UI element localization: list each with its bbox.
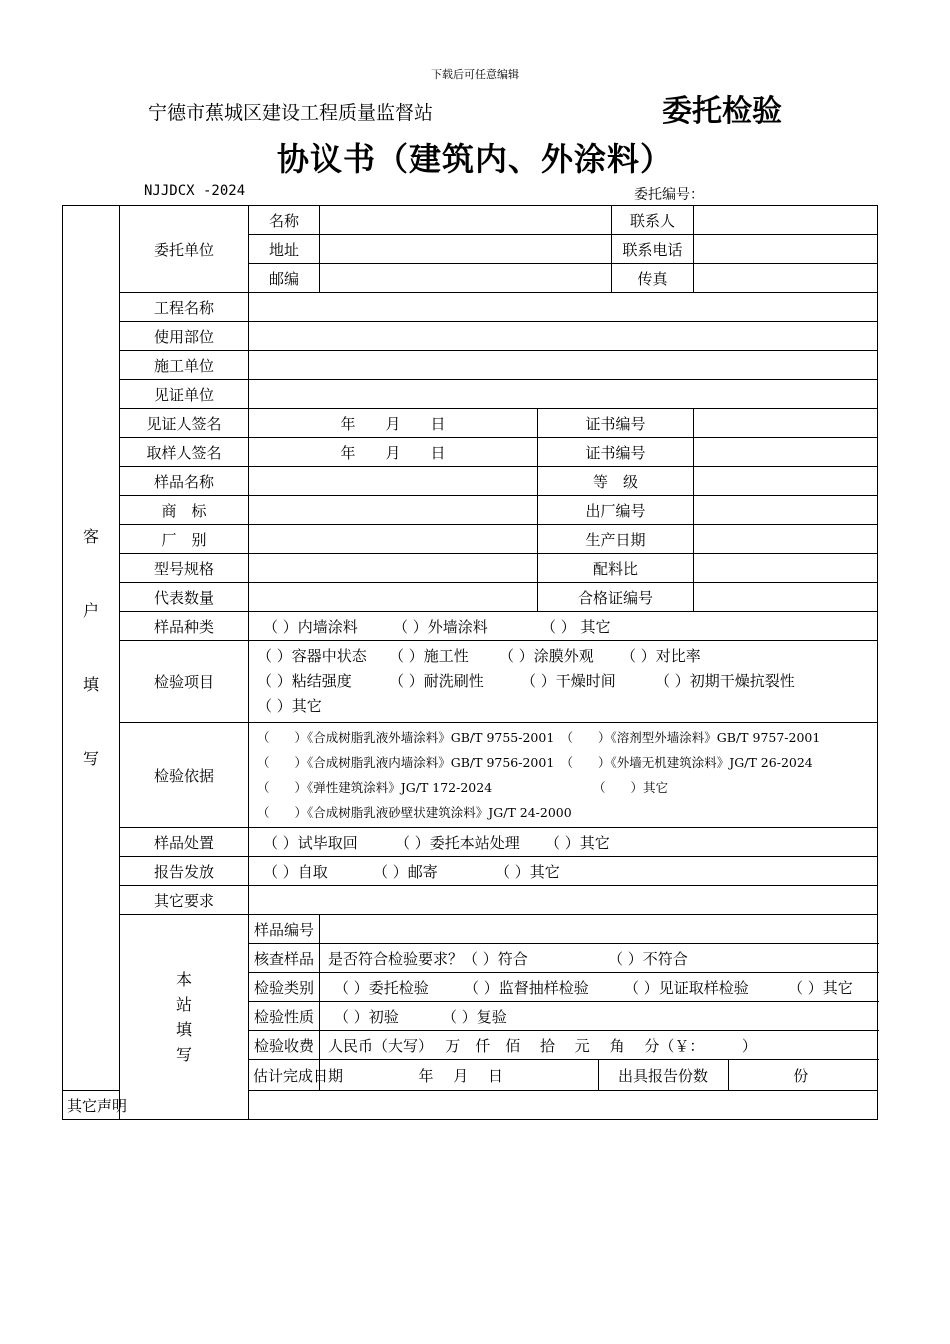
contact-field[interactable]	[694, 206, 878, 235]
checkbox-workability[interactable]: （ ）施工性	[389, 647, 469, 665]
client-char: 客	[82, 527, 99, 546]
checkbox-retest[interactable]: （ ）复验	[442, 1007, 507, 1026]
phone-label: 联系电话	[612, 235, 694, 264]
report-options	[249, 857, 878, 886]
station-char: 站	[175, 995, 192, 1014]
mix-ratio-field[interactable]	[694, 554, 878, 583]
sample-name-field[interactable]	[249, 467, 538, 496]
quantity-label: 代表数量	[120, 583, 249, 612]
disposal-options	[249, 828, 878, 857]
checkbox-supervision-test[interactable]: （ ）监督抽样检验	[464, 978, 589, 997]
checkbox-conform[interactable]: 是否符合检验要求？（ ）符合	[328, 949, 528, 968]
basis-line-4[interactable]: （ ）《合成树脂乳液砂壁状建筑涂料》JG/T 24-2000	[257, 805, 572, 820]
report-label: 报告发放	[120, 857, 249, 886]
checkbox-station-handle[interactable]: （ ）委托本站处理	[395, 833, 520, 852]
category-label: 检验类别	[249, 973, 320, 1002]
checkbox-scrub-resistance[interactable]: （ ）耐洗刷性	[389, 672, 484, 690]
page-title: 协议书（建筑内、外涂料）	[276, 140, 673, 178]
organization-name: 宁德市蕉城区建设工程质量监督站	[148, 102, 434, 124]
entrust-number-label: 委托编号：	[634, 187, 704, 203]
grade-label: 等 级	[538, 467, 694, 496]
fax-label: 传真	[612, 264, 694, 293]
manufacturer-label: 厂 别	[120, 525, 249, 554]
checkbox-other-disposal[interactable]: （ ）其它	[545, 833, 610, 852]
sample-type-options	[249, 612, 878, 641]
station-section-label	[120, 915, 249, 1120]
client-char: 写	[82, 749, 99, 768]
nature-label: 检验性质	[249, 1002, 320, 1031]
checkbox-take-back[interactable]: （ ）试毕取回	[263, 833, 358, 852]
form-code: NJJDCX -2024	[144, 183, 246, 199]
manufacturer-field[interactable]	[249, 525, 538, 554]
contact-label: 联系人	[612, 206, 694, 235]
grade-field[interactable]	[694, 467, 878, 496]
checkbox-drying-time[interactable]: （ ）干燥时间	[521, 672, 616, 690]
postcode-label: 邮编	[249, 264, 320, 293]
disposal-label: 样品处置	[120, 828, 249, 857]
checkbox-other-report[interactable]: （ ）其它	[495, 862, 560, 881]
finish-date-label: 估计完成日期	[249, 1060, 320, 1091]
fee-label: 检验收费	[249, 1031, 320, 1060]
finish-date-field[interactable]: 年 月 日	[324, 1060, 598, 1090]
checkbox-contrast-ratio[interactable]: （ ）对比率	[621, 647, 701, 665]
qualify-no-field[interactable]	[694, 583, 878, 612]
client-char: 填	[82, 675, 99, 694]
checkbox-interior[interactable]: （ ）内墙涂料	[263, 617, 358, 636]
sampler-sign-label: 取样人签名	[120, 438, 249, 467]
use-part-field[interactable]	[249, 322, 878, 351]
checkbox-film-appearance[interactable]: （ ）涂膜外观	[499, 647, 594, 665]
production-date-field[interactable]	[694, 525, 878, 554]
sample-no-label: 样品编号	[249, 915, 320, 944]
nature-options	[320, 1002, 878, 1031]
construction-unit-field[interactable]	[249, 351, 878, 380]
basis-line-3b[interactable]: （ ）其它	[593, 780, 669, 795]
production-date-label: 生产日期	[538, 525, 694, 554]
category-options	[320, 973, 878, 1002]
qualify-no-label: 合格证编号	[538, 583, 694, 612]
witness-unit-label: 见证单位	[120, 380, 249, 409]
postcode-field[interactable]	[320, 264, 612, 293]
witness-sign-date[interactable]: 年 月 日	[249, 409, 538, 438]
checkbox-entrust-test[interactable]: （ ）委托检验	[334, 978, 429, 997]
name-label: 名称	[249, 206, 320, 235]
checkbox-self-pick[interactable]: （ ）自取	[263, 862, 328, 881]
other-requirements-field[interactable]	[249, 886, 878, 915]
project-name-field[interactable]	[249, 293, 878, 322]
witness-cert-label: 证书编号	[538, 409, 694, 438]
checkbox-exterior[interactable]: （ ）外墙涂料	[393, 617, 488, 636]
station-char: 填	[175, 1020, 192, 1039]
report-copies-field[interactable]: 份	[793, 1066, 809, 1085]
checkbox-other-category[interactable]: （ ）其它	[788, 978, 853, 997]
client-section-label	[63, 206, 120, 1091]
other-statement-label: 其它声明	[63, 1091, 120, 1120]
checkbox-mail[interactable]: （ ）邮寄	[373, 862, 438, 881]
checkbox-nonconform[interactable]: （ ）不符合	[608, 949, 688, 968]
top-note: 下载后可任意编辑	[431, 68, 519, 81]
witness-cert-field[interactable]	[694, 409, 878, 438]
quantity-field[interactable]	[249, 583, 538, 612]
sampler-cert-label: 证书编号	[538, 438, 694, 467]
model-label: 型号规格	[120, 554, 249, 583]
client-char: 户	[82, 601, 99, 620]
factory-no-label: 出厂编号	[538, 496, 694, 525]
check-sample-options	[320, 944, 878, 973]
brand-label: 商 标	[120, 496, 249, 525]
basis-line-3a[interactable]: （ ）《弹性建筑涂料》JG/T 172-2024	[257, 780, 493, 795]
checkbox-early-crack[interactable]: （ ）初期干燥抗裂性	[655, 672, 795, 690]
sampler-sign-date[interactable]: 年 月 日	[249, 438, 538, 467]
entrust-form-table	[62, 205, 878, 1120]
station-char: 写	[175, 1045, 192, 1064]
use-part-label: 使用部位	[120, 322, 249, 351]
mix-ratio-label: 配料比	[538, 554, 694, 583]
construction-unit-label: 施工单位	[120, 351, 249, 380]
test-items-options	[249, 641, 878, 723]
address-label: 地址	[249, 235, 320, 264]
witness-unit-field[interactable]	[249, 380, 878, 409]
fee-field[interactable]: 人民币（大写） 万 仟 佰 拾 元 角 分（￥： ）	[320, 1031, 878, 1060]
factory-no-field[interactable]	[694, 496, 878, 525]
checkbox-container-state[interactable]: （ ）容器中状态	[257, 647, 367, 665]
station-char: 本	[175, 970, 192, 989]
model-field[interactable]	[249, 554, 538, 583]
name-field[interactable]	[320, 206, 612, 235]
report-copies-label: 出具报告份数	[598, 1060, 728, 1090]
phone-field[interactable]	[694, 235, 878, 264]
checkbox-bond-strength[interactable]: （ ）粘结强度	[257, 672, 352, 690]
other-statement-field[interactable]	[249, 1091, 878, 1120]
other-requirements-label: 其它要求	[120, 886, 249, 915]
address-field[interactable]	[320, 235, 612, 264]
basis-label: 检验依据	[120, 723, 249, 828]
basis-line-1[interactable]: （ ）《合成树脂乳液外墙涂料》GB/T 9755-2001 （ ）《溶剂型外墙涂料》GB/T 9757-2001	[257, 730, 821, 745]
checkbox-other-item[interactable]: （ ）其它	[257, 697, 322, 715]
basis-options	[249, 723, 878, 828]
checkbox-witness-test[interactable]: （ ）见证取样检验	[624, 978, 749, 997]
project-name-label: 工程名称	[120, 293, 249, 322]
fax-field[interactable]	[694, 264, 878, 293]
check-sample-label: 核查样品	[249, 944, 320, 973]
sample-name-label: 样品名称	[120, 467, 249, 496]
checkbox-first-test[interactable]: （ ）初验	[334, 1007, 399, 1026]
brand-field[interactable]	[249, 496, 538, 525]
entrust-unit-label: 委托单位	[120, 206, 249, 293]
basis-line-2[interactable]: （ ）《合成树脂乳液内墙涂料》GB/T 9756-2001 （ ）《外墙无机建筑涂料》JG/T 26-2024	[257, 755, 813, 770]
sample-type-label: 样品种类	[120, 612, 249, 641]
sample-no-field[interactable]	[320, 915, 878, 944]
title-right: 委托检验	[662, 94, 782, 129]
finish-date-row	[320, 1060, 878, 1091]
witness-sign-label: 见证人签名	[120, 409, 249, 438]
sampler-cert-field[interactable]	[694, 438, 878, 467]
checkbox-other-type[interactable]: （ ） 其它	[541, 617, 611, 636]
test-items-label: 检验项目	[120, 641, 249, 723]
